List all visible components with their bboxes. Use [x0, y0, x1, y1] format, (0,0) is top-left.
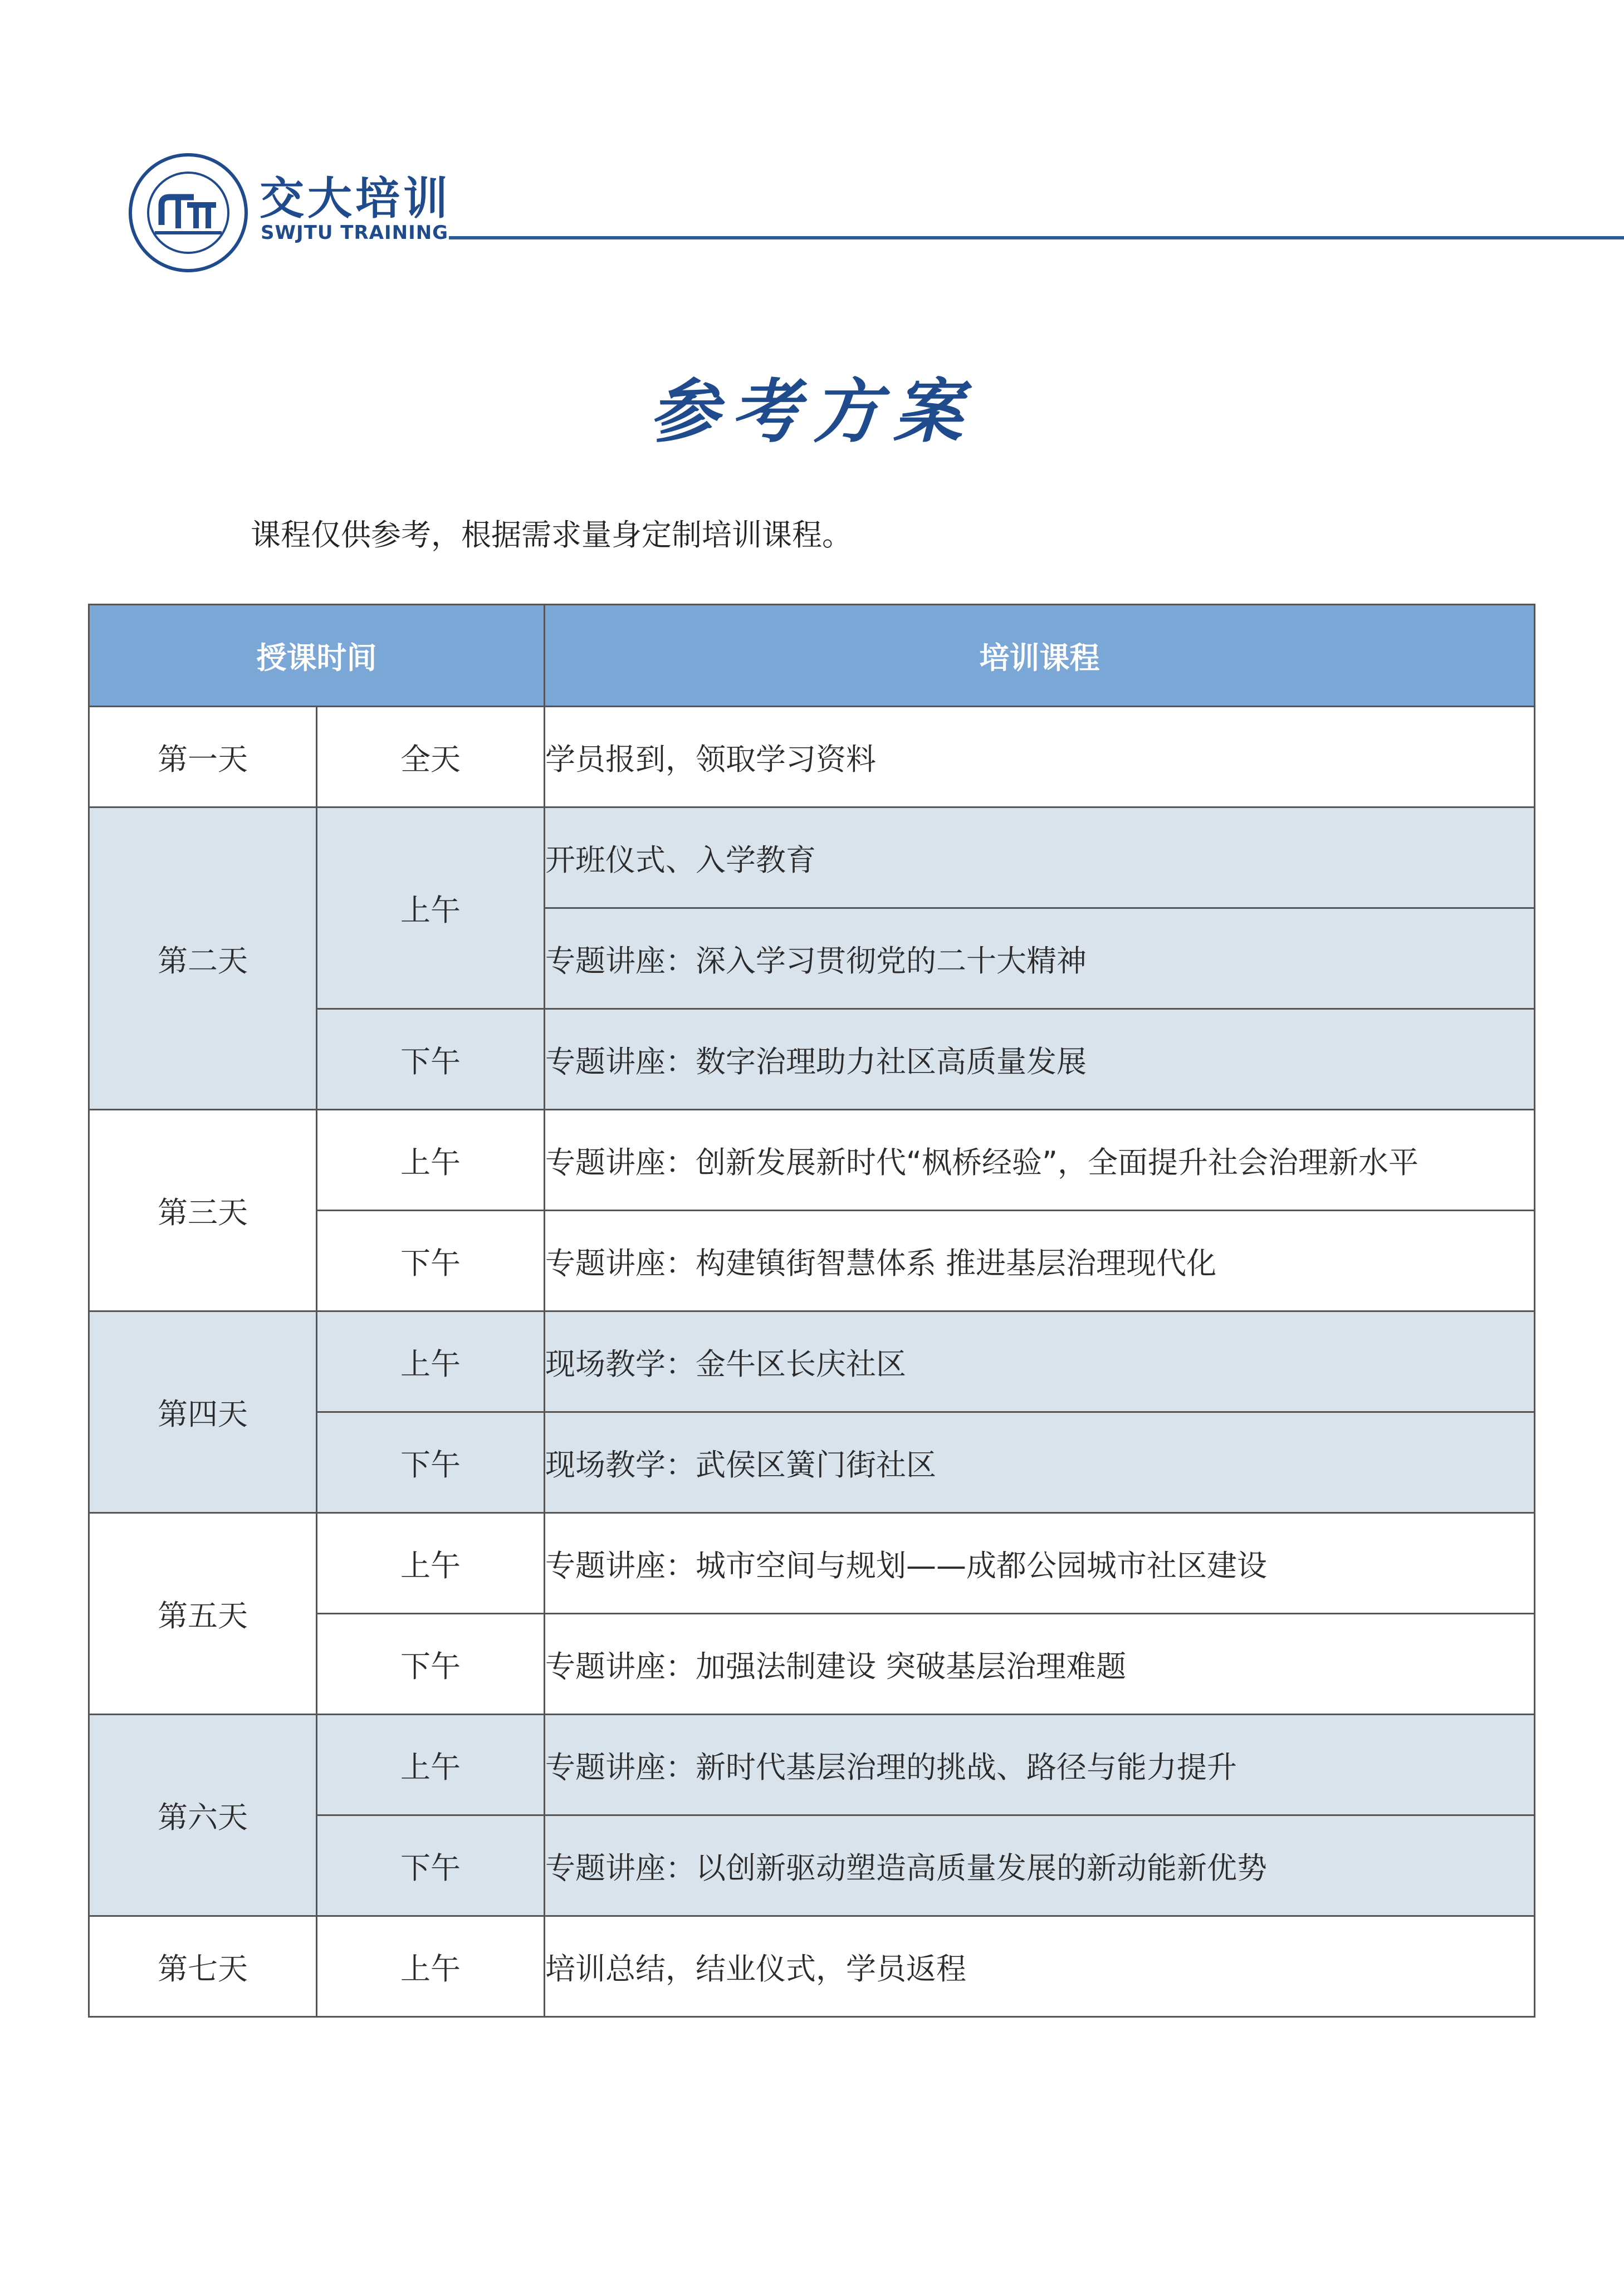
col-header-time: 授课时间: [89, 605, 545, 707]
course-cell: 现场教学：武侯区簧门街社区: [545, 1412, 1535, 1513]
course-cell: 专题讲座：数字治理助力社区高质量发展: [545, 1009, 1535, 1110]
period-cell: 上午: [317, 1715, 545, 1815]
table-row: [89, 1513, 1535, 1614]
page-header: [0, 0, 1624, 290]
course-cell: 开班仪式、入学教育: [545, 807, 1535, 908]
day-cell: 第五天: [89, 1513, 317, 1715]
day-cell: 第四天: [89, 1311, 317, 1513]
table-header-row: [89, 605, 1535, 707]
period-cell: 下午: [317, 1614, 545, 1715]
table-row: [89, 1110, 1535, 1211]
period-cell: 上午: [317, 1513, 545, 1614]
period-cell: 全天: [317, 707, 545, 807]
course-cell: 专题讲座：以创新驱动塑造高质量发展的新动能新优势: [545, 1815, 1535, 1916]
period-cell: 上午: [317, 1311, 545, 1412]
period-cell: 上午: [317, 1110, 545, 1211]
day-cell: 第三天: [89, 1110, 317, 1311]
course-cell: 专题讲座：深入学习贯彻党的二十大精神: [545, 908, 1535, 1009]
swjtu-seal-logo: [127, 151, 250, 274]
day-cell: 第一天: [89, 707, 317, 807]
col-header-course: 培训课程: [545, 605, 1535, 707]
course-cell: 专题讲座：构建镇街智慧体系 推进基层治理现代化: [545, 1211, 1535, 1311]
course-cell: 培训总结，结业仪式，学员返程: [545, 1916, 1535, 2017]
period-cell: 下午: [317, 1815, 545, 1916]
period-cell: 下午: [317, 1211, 545, 1311]
period-cell: 下午: [317, 1412, 545, 1513]
header-divider: [449, 236, 1624, 239]
intro-text: 课程仅供参考，根据需求量身定制培训课程。: [251, 517, 852, 552]
course-cell: 现场教学：金牛区长庆社区: [545, 1311, 1535, 1412]
training-schedule-table: [88, 604, 1535, 2018]
day-cell: 第六天: [89, 1715, 317, 1916]
period-cell: 下午: [317, 1009, 545, 1110]
period-cell: 上午: [317, 1916, 545, 2017]
table-row: [89, 1311, 1535, 1412]
course-cell: 专题讲座：创新发展新时代“枫桥经验”，全面提升社会治理新水平: [545, 1110, 1535, 1211]
course-cell: 专题讲座：新时代基层治理的挑战、路径与能力提升: [545, 1715, 1535, 1815]
brand-name-cn: 交大培训: [260, 173, 451, 224]
course-cell: 专题讲座：城市空间与规划——成都公园城市社区建设: [545, 1513, 1535, 1614]
table-row: [89, 707, 1535, 807]
table-row: [89, 1715, 1535, 1815]
course-cell: 专题讲座：加强法制建设 突破基层治理难题: [545, 1614, 1535, 1715]
period-cell: 上午: [317, 807, 545, 1009]
course-cell: 学员报到，领取学习资料: [545, 707, 1535, 807]
day-cell: 第七天: [89, 1916, 317, 2017]
page-title: 参考方案: [649, 371, 975, 452]
table-row: [89, 807, 1535, 908]
table-row: [89, 1916, 1535, 2017]
day-cell: 第二天: [89, 807, 317, 1110]
brand-name-en: SWJTU TRAINING: [261, 222, 449, 244]
